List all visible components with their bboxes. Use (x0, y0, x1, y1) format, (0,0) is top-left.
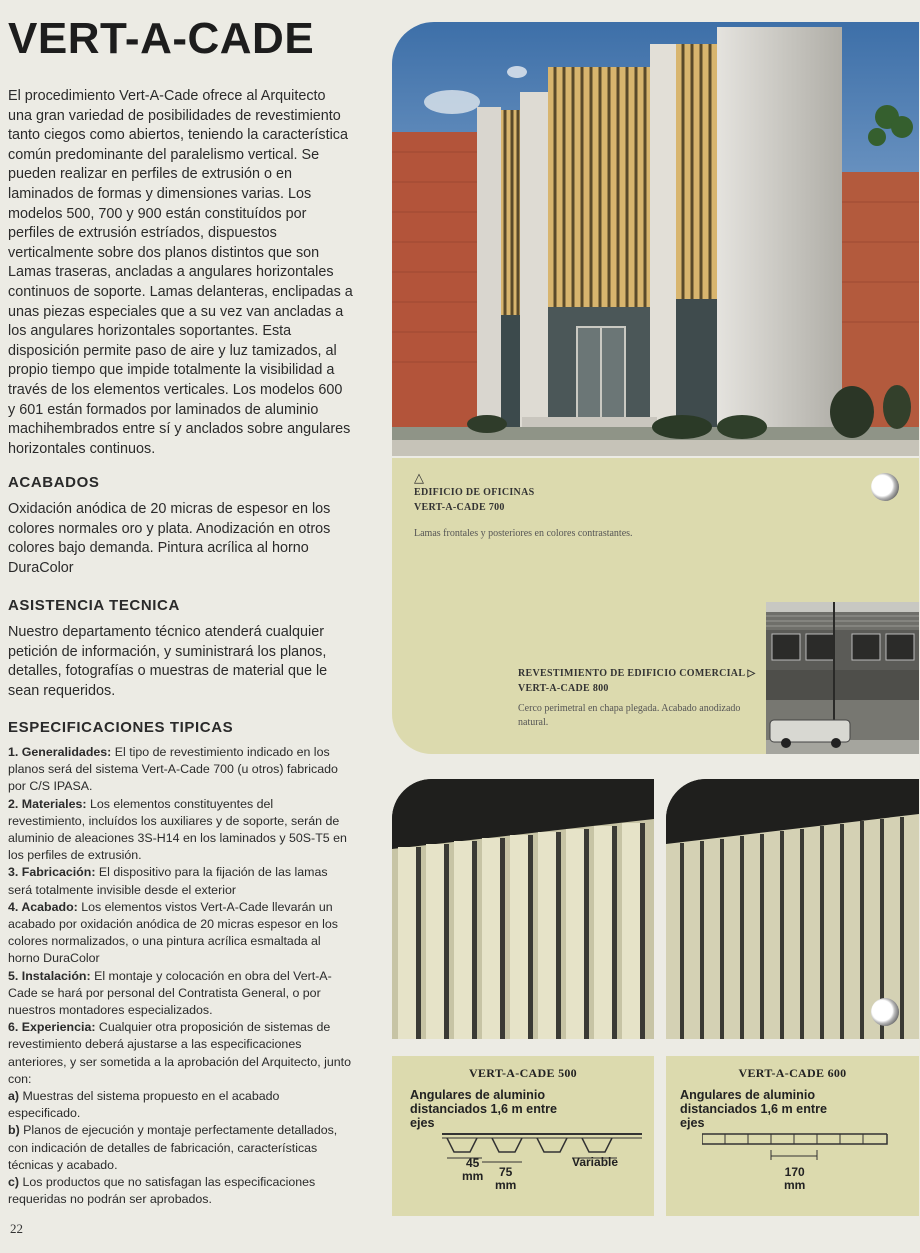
diagram-600-title: VERT-A-CADE 600 (738, 1066, 847, 1080)
specs-list (8, 744, 353, 1208)
spec-subtext: Planos de ejecución y montaje perfectamente detallados, con indicación de detalles de fabricación, características técnicas y acabado. (8, 1123, 338, 1172)
intro-paragraph: El procedimiento Vert-A-Cade ofrece al Arquitecto una gran variedad de posibilidades de revestimiento tanto ciegos como abiertos, teniendo la característica común predominante del paralelismo vertical. Se pueden realizar en perfiles de extrusión o en laminados de formas y dimensiones varias. Los modelos 500, 700 y 900 están constituídos por perfiles de extrusión estríados, dispuestos verticalmente sobre dos planos distintos que son Lamas traseras, ancladas a angulares horizontales continuos de soporte. Lamas delanteras, enclipadas a unas piezas especiales que a su vez van ancladas a los angulares horizontales soportantes. Esta disposición permite paso de aire y luz tamizados, al propio tiempo que impide totalmente la visibilidad a través de los elementos verticales. Los modelos 600 y 601 están formados por laminados de aluminio machihembrados entre sí y anclados sobre angulares horizontales continuos. (8, 88, 353, 457)
spec-label: 1. Generalidades: (8, 745, 112, 759)
louver-500-photo (392, 779, 654, 1039)
spec-text: El dispositivo para la fijación de las lamas será totalmente invisible desde el exterior (8, 865, 328, 897)
spec-subtext: Los productos que no satisfagan las especificaciones requeridas no podrán ser aprobados. (8, 1175, 316, 1207)
dim-45 (462, 1157, 483, 1183)
spec-label: 3. Fabricación: (8, 865, 96, 880)
spec-text: Los elementos vistos Vert-A-Cade llevarán un acabado por oxidación anódica de 20 micras espesor en los colores normalizados, o una pintura acrílica esmaltada al horno DuraColor (8, 899, 338, 966)
commercial-illustration (766, 602, 919, 754)
spec-label: 2. Materiales: (8, 796, 87, 811)
dim-75 (495, 1166, 516, 1192)
dim-170-value: 170 (784, 1165, 805, 1179)
asistencia-text: Nuestro departamento técnico atenderá cualquier petición de información, y suministrará los planos, detalles, fotografías o muestras de material que le sean requeridos. (8, 624, 328, 699)
caption-office-desc: Lamas frontales y posteriores en colores contrastantes. (414, 528, 633, 539)
spec-subitem (8, 1088, 353, 1122)
spec-sublabel: a) (8, 1089, 20, 1104)
spec-subitem (8, 1122, 353, 1174)
caption-panel (392, 458, 919, 754)
spec-label: 5. Instalación: (8, 968, 91, 983)
caption-office-title: EDIFICIO DE OFICINAS (414, 487, 535, 498)
dim-45-unit: mm (462, 1169, 484, 1183)
louver-500-illustration (392, 779, 654, 1039)
spec-sublabel: c) (8, 1175, 20, 1190)
spec-label: 6. Experiencia: (8, 1020, 96, 1035)
building-illustration (392, 22, 919, 456)
office-building-photo (392, 22, 919, 456)
caption-office (414, 470, 654, 541)
acabados-heading: ACABADOS (8, 474, 100, 491)
diagram-500 (392, 1056, 654, 1216)
dim-75-value: 75 (498, 1165, 513, 1179)
triangle-up-icon: △ (414, 470, 424, 485)
dim-45-value: 45 (465, 1156, 480, 1170)
spec-text: Cualquier otra proposición de sistemas de revestimiento deberá ajustarse a las especificaciones anteriores, y ser sometida a la aprobación del Arquitecto, junto con: (8, 1020, 352, 1086)
dim-170 (784, 1166, 805, 1192)
spec-item (8, 864, 353, 898)
profile-600-drawing (702, 1130, 902, 1170)
diagram-500-note: Angulares de aluminio distanciados 1,6 m entre ejes (410, 1088, 557, 1130)
diagram-600-note: Angulares de aluminio distanciados 1,6 m entre ejes (680, 1088, 827, 1130)
spec-sublabel: b) (8, 1123, 20, 1138)
dim-variable: Variable (572, 1155, 619, 1169)
especificaciones-heading: ESPECIFICACIONES TIPICAS (8, 719, 234, 736)
page-number: 22 (10, 1221, 23, 1236)
dim-75-unit: mm (495, 1178, 517, 1192)
caption-office-model: VERT-A-CADE 700 (414, 502, 505, 513)
asistencia-heading: ASISTENCIA TECNICA (8, 597, 180, 614)
binder-hole-icon (871, 998, 899, 1026)
caption-commercial-title: REVESTIMIENTO DE EDIFICIO COMERCIAL ▷ (518, 668, 756, 679)
page-title: VERT-A-CADE (8, 14, 315, 63)
spec-item (8, 968, 353, 1020)
caption-commercial-model: VERT-A-CADE 800 (518, 683, 609, 694)
spec-text: Los elementos constituyentes del revestimiento, incluídos los auxiliares y de soporte, serán de aluminio de aleaciones 3S-H14 en los laminados y 50S-T5 en los perfiles de extrusión. (8, 796, 347, 863)
caption-commercial-desc: Cerco perimetral en chapa plegada. Acabado anodizado natural. (518, 703, 741, 728)
commercial-building-photo (766, 602, 919, 754)
diagram-500-title: VERT-A-CADE 500 (469, 1066, 577, 1080)
acabados-text: Oxidación anódica de 20 micras de espesor en los colores normales oro y plata. Anodización en otros colores bajo demanda. Pintura acrílica al horno DuraColor (8, 501, 331, 576)
spec-text: El tipo de revestimiento indicado en los planos será del sistema Vert-A-Cade 700 (u otros) fabricado por C/S IPASA. (8, 745, 338, 794)
binder-hole-icon (871, 473, 899, 501)
caption-commercial (518, 666, 758, 730)
spec-item (8, 744, 353, 796)
spec-subtext: Muestras del sistema propuesto en el acabado especificado. (8, 1089, 280, 1121)
spec-subitem (8, 1174, 353, 1208)
diagram-600 (666, 1056, 919, 1216)
dim-170-unit: mm (784, 1178, 806, 1192)
spec-label: 4. Acabado: (8, 899, 78, 914)
spec-item (8, 899, 353, 968)
spec-item (8, 1019, 353, 1088)
spec-item (8, 796, 353, 865)
spec-text: El montaje y colocación en obra del Vert-A-Cade se hará por personal del Contratista General, o por nuestros montadores especializados. (8, 968, 332, 1018)
